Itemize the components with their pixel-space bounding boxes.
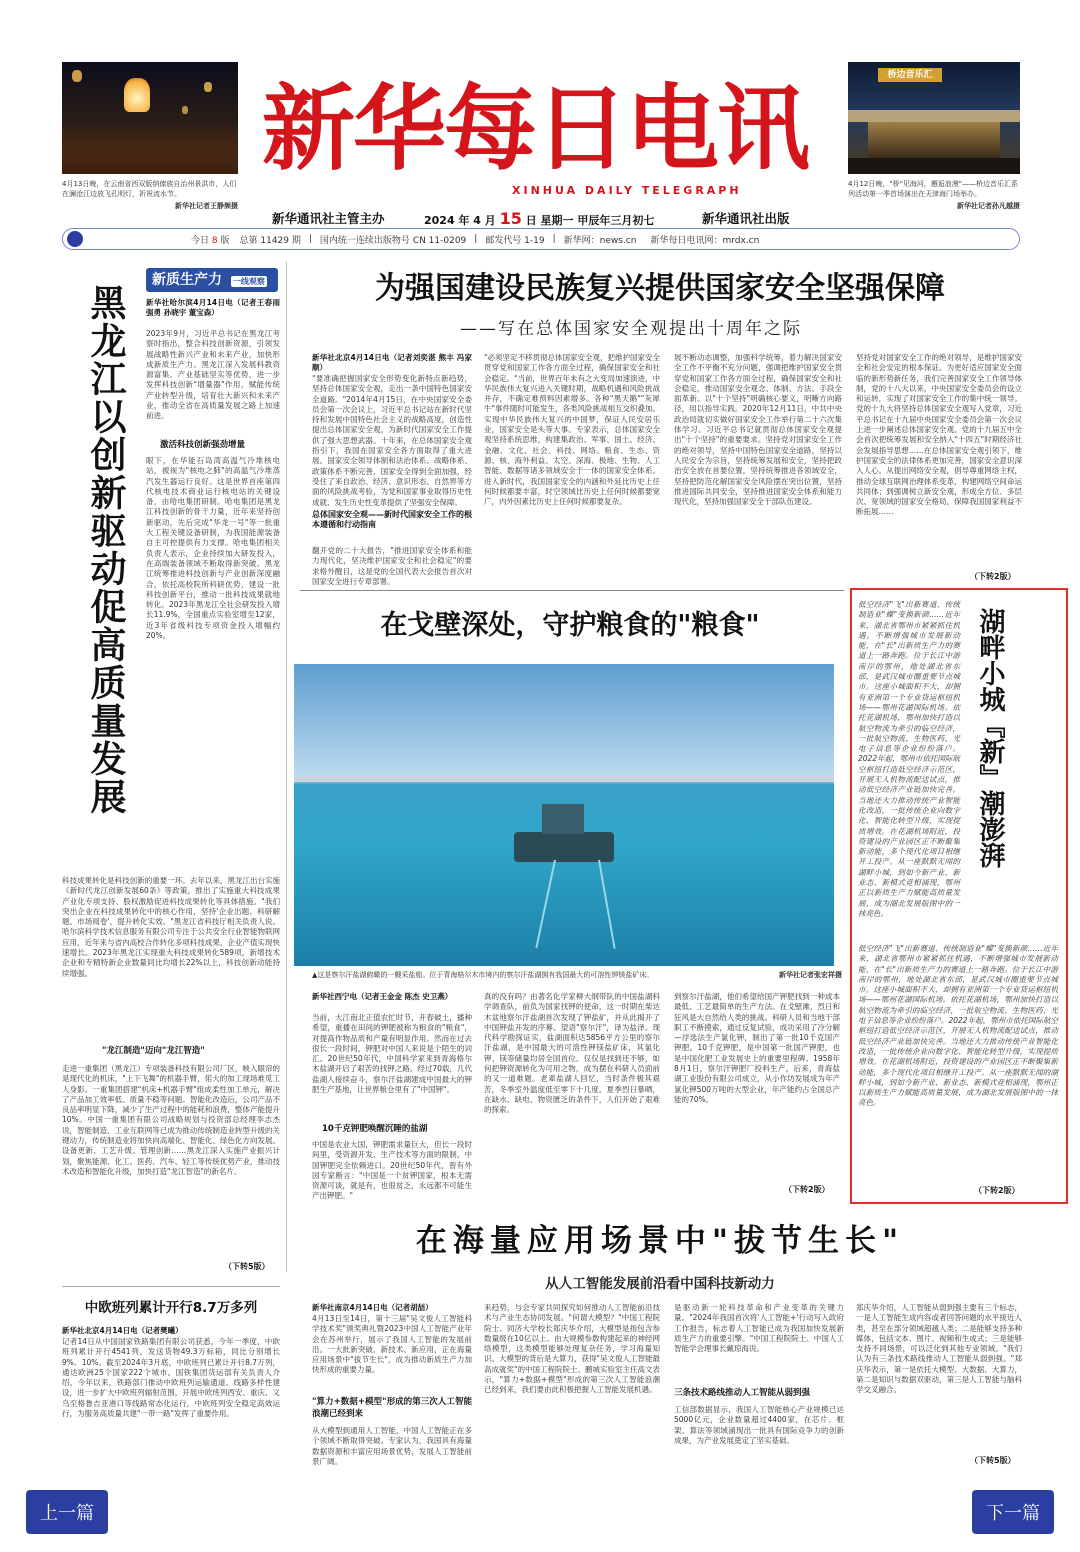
ai-more: （下转5版） [970, 1456, 1016, 1465]
gobi-col-1b: 中国是农业大国，钾肥需求量巨大，但长一段时间里，受资源开发、生产技术等方面的限制，中国钾肥完全依赖进口。20世纪50年代，曾有外国专家断言："中国是一个贫钾国家，根本无需资源可谈，就是有，也很贫乏，永远都不可能生产出钾肥。" [312, 1140, 472, 1201]
brief-headline: 中欧班列累计开行8.7万多列 [84, 1300, 258, 1316]
lead-col-1b: 翻开党的二十大报告，"推进国家安全体系和能力现代化，坚决维护国家安全和社会稳定"的要求格外醒目，这是党的全国代表大会报告首次对国家安全进行专章部署。 [312, 546, 472, 586]
ai-col-3b: 工信部数据显示，我国人工智能核心产业规模已达5000亿元，企业数量超过4400家，在芯片、框架、算法等领域涌现出一批具有国际竞争力的创新成果，为产业发展奠定了坚实基础。 [674, 1405, 844, 1445]
right-masthead-photo [848, 62, 1020, 174]
left-sub-1: 激活科技创新强劲增量 [160, 440, 246, 450]
gobi-dateline: 新华社西宁电（记者王金金 陈杰 史卫燕） [312, 992, 453, 1001]
today-pages-num: 8 [211, 235, 218, 246]
today-pages [191, 233, 230, 246]
left-photo-caption: 4月13日晚，在云南省西双版纳傣族自治州景洪市，人们在澜沧江边放飞孔明灯，祈祝流水节。 [62, 180, 237, 198]
left-photo-credit: 新华社记者王静频摄 [175, 202, 238, 210]
gobi-col-3: 到察尔汗盐湖，他们希望给国产钾肥找到一种成本最低、工艺最简单的生产方法。在戈壁滩，烈日和狂风是大自然给人类的挑战。科研人员和当地干部职工不断摸索，通过反复试验，成功采用了冷分解—浮选法生产氯化钾，制出了第一批10千克国产钾肥。10千克钾肥，是中国第一批国产钾肥，也是中国化肥工业发展史上的重要里程碑。1958年8月1日，察尔汗钾肥厂投料生产。后来，青海盐湖工业股份有限公司成立，从小作坊发展成为年产氯化钾500万吨的大型企业，年产能约占全国总产能的70%。 [674, 992, 840, 1104]
issue-date [424, 209, 654, 228]
lead-subhead: ——写在总体国家安全观提出十周年之际 [460, 319, 802, 339]
gobi-photo-caption: ▲这是察尔汗盐湖俯瞰的一艘采盐船。位于青海格尔木市境内的察尔汗盐湖拥有我国最大的可溶性钾镁盐矿床。 [312, 971, 654, 979]
left-dateline: 新华社哈尔滨4月14日电（记者王春雨 强勇 孙晓宇 董宝森） [146, 298, 280, 318]
gobi-headline: 在戈壁深处，守护粮食的"粮食" [380, 610, 760, 641]
left-para-2: 眼下，在华能石岛湾高温气冷堆核电站，被视为"核电之肺"的高温气冷堆蒸汽发生器运行良好。这是世界首座第四代核电技术商业运行核电站的关键设备，由哈电集团研制。哈电集团是黑龙江科技创新的骨干力量，近年来坚持创新驱动，先后完成"华龙一号"等一批重大工程关键设备研制，为我国能源装备自主可控提供有力支撑。哈电集团相关负责人表示，企业持续加大研发投入，在高端装备领域不断取得新突破。黑龙江统筹推进科技创新与产业创新深度融合，依托高校院所科研优势，建设一批科技创新平台，推动一批科技成果就地转化。2023年黑龙江全社会研发投入增长11.9%，全国重点实验室增至12家，近3年省级科技专项资金投入增幅约20%。 [146, 456, 280, 641]
brief-dateline: 新华社北京4月14日电（记者樊曦） [62, 1326, 183, 1335]
left-para-1: 2023年9月，习近平总书记在黑龙江考察时指出，整合科技创新资源，引领发展战略性新兴产业和未来产业，加快形成新质生产力。黑龙江深入发展科教资源富集、产业基础坚实等优势，进一步发挥科技创新"增量器"作用，赋能传统产业转型升级，培育壮大新兴和未来产业，推动全省在高质量发展之路上加速前进。 [146, 329, 280, 421]
right-photo-sign: 桥边音乐汇 [878, 68, 942, 82]
masthead-english: XINHUA DAILY TELEGRAPH [512, 184, 742, 197]
ai-col-3-sub: 三条技术路线推动人工智能从弱到强 [674, 1388, 811, 1398]
left-vertical-title: 黑龙江以创新驱动促高质量发展 [85, 284, 127, 816]
lead-col-1-sub: 总体国家安全观——新时代国家安全工作的根本遵循和行动指南 [312, 510, 472, 530]
brief-body: 记者14日从中国国家铁路集团有限公司获悉，今年一季度，中欧班列累计开行4541列，发送货物49.3万标箱，同比分别增长9%、10%。截至2024年3月底，中欧班列已累计开行8.7万列，通达欧洲25个国家222个城市。国铁集团货运部有关负责人介绍，今年以来，铁路部门推动中欧班列运输通道、线路多样性建设，进一步扩大中欧班列辐射范围，开展中欧班列西安、重庆、义乌至格鲁吉亚港口等线路常态化运行，中欧班列安全稳定高效运行，为服务高质量共建"一带一路"发挥了重要作用。 [62, 1337, 280, 1419]
gobi-col-2: 真的没有吗？由著名化学家柳大纲带队的中国盐湖科学调查队，前负为国家找钾的使命，这一时期在柴达木盆地察尔汗盐湖首次发现了钾盐矿，并从此揭开了中国钾盐开发的序幕。望语"察尔汗"，译为盐泽。现代科学勘探证实，盐湖面积达5856平方公里的察尔汗盐湖，是中国最大的可溶性钾镁盐矿床，其氯化钾、镁等储量均居全国首位。仅仅是找到还不够，如何把钾资源转化为可用之物，成为摆在科研人员面前的又一道难题。老辈盐湖人回忆，当时条件极其艰苦，冬季室外温度低至零下十几度，夏季烈日暴晒，在缺水、缺电、物资匮乏的条件下，人们开始了艰难的探索。 [484, 992, 660, 1115]
ai-col-1b: 从大模型到通用人工智能，中国人工智能正在多个领域不断取得突破。专家认为，我国具有海量数据资源和丰富应用场景优势，发展人工智能前景广阔。 [312, 1426, 472, 1466]
left-para-3: 科技成果转化是科技创新的重要一环。去年以来，黑龙江出台实施《新时代龙江创新发展60条》等政策，推出了实施重大科技成果产业化专项支持、股权激励促进科技成果转化等具体措施。"我们突出企业在科技成果转化中的核心作用，坚持'企业出题、科研解题、市场阅卷'，提升转化实效。"黑龙江省科技厅相关负责人说。哈尔滨科学技术信息服务有限公司专注于公共安全行业智能物联网应用，近年来与省内高校合作转化多项科技成果，企业产值实现快速增长。2023年黑龙江实现重大科技成果转化589项，新增技术企业和专精特新企业数量同比均增长22%以上，科技创新动能持续增强。 [62, 876, 280, 978]
gobi-photo [294, 664, 834, 966]
date-day: 15 [499, 209, 522, 228]
gobi-photo-credit: 新华社记者张宏祥摄 [779, 971, 842, 979]
cn-number: 国内统一连续出版物号 CN 11-0209 [319, 235, 467, 246]
publisher-right: 新华通讯社出版 [702, 211, 790, 226]
lead-headline: 为强国建设民族复兴提供国家安全坚强保障 [375, 271, 945, 306]
badge-tag: 一线观察 [232, 277, 265, 286]
right-photo-caption: 4月12日晚，"桥"见海河，邂逅浪漫"——桥边音乐汇系列活动第一季首场演出在天津海门场举办。 [848, 180, 1019, 198]
hupan-more: （下转2版） [974, 1186, 1020, 1195]
publisher-left: 新华通讯社主管主办 [272, 211, 385, 226]
issue-number: 总第 11429 期 [239, 235, 301, 246]
gobi-col-1-sub: 10千克钾肥唤醒沉睡的盐湖 [322, 1124, 428, 1134]
left-more: （下转5版） [224, 1262, 270, 1271]
gobi-more: （下转2版） [784, 1185, 830, 1194]
lead-col-1: "要准确把握国家安全形势变化新特点新趋势，坚持总体国家安全观，走出一条中国特色国家安全道路。"2014年4月15日，在中央国家安全委员会第一次会议上，习近平总书记站在新时代坚持和发展中国特色社会主义的战略高度，创造性提出总体国家安全观，为新时代国家安全工作提供了强大思想武器。十年来，在总体国家安全观指引下，我国在国家安全各方面取得了重大进展。国家安全领导体制和法治体系、战略体系、政策体系不断完善，国家安全得到全面加强，经受住了来自政治、经济、意识形态、自然界等方面的风险挑战考验，为党和国家事业取得历史性成就、发生历史性变革提供了坚强安全保障。 [312, 374, 472, 507]
today-pages-unit: 版 [220, 235, 230, 246]
today-pages-label: 今日 [191, 235, 210, 246]
next-article-button[interactable]: 下一篇 [972, 1490, 1054, 1534]
ai-col-2: 来趋势，与会专家共同探究如何推动人工智能前沿技术与产业生态协同发展。"何谓大模型？"中国工程院院士、同济大学校长郑庆华介绍，大模型是指包含参数量级在10亿以上、由大规模参数构建起来的神经网络模型，这类模型能够处理复杂任务，学习海量知识。大模型的背后是大算力，获得"吴文俊人工智能最高成就奖"的中国工程院院士、鹏城实验室主任高文表示，"算力+数据+模型"形成的第三次人工智能浪潮已经到来，我们要由此积极把握人工智能发展机遇。 [484, 1303, 660, 1395]
left-masthead-photo [62, 62, 238, 174]
xinhua-logo-icon [67, 231, 83, 247]
ai-dateline: 新华社南京4月14日电（记者胡喆） [312, 1303, 433, 1312]
app-site: 新华每日电讯网：mrdx.cn [650, 235, 760, 246]
ai-col-3: 是驱动新一轮科技革命和产业变革的关键力量。"2024年我国首次将'人工智能+'行动写入政府工作报告，标志着人工智能已成为我国加快发展新质生产力的重要引擎。"中国工程院院士、中国人工智能学会理事长戴琼海说。 [674, 1303, 844, 1354]
masthead-title: 新华每日电讯 [262, 74, 808, 183]
lead-col-3: 展不断动态调整，加强科学统筹，着力解决国家安全工作不平衡不充分问题，强调把维护国家安全贯穿党和国家工作各方面全过程，确保国家安全和社会稳定，推动国家安全观念、体制、方法、手段全面革新。以"十个坚持"明确核心要义，明晰方向路径，用以指导实践。2020年12月11日，中共中央政治局就切实做好国家安全工作举行第二十六次集体学习。习近平总书记就贯彻总体国家安全观提出"十个坚持"的重要要求。坚持党对国家安全工作的绝对领导，坚持中国特色国家安全道路，坚持以人民安全为宗旨，坚持统筹发展和安全，坚持把政治安全放在首要位置，坚持统筹推进各领域安全，坚持把防范化解国家安全风险摆在突出位置，坚持推进国际共同安全，坚持推进国家安全体系和能力现代化，坚持加强国家安全干部队伍建设。 [674, 353, 842, 507]
left-sub-2: "龙江制造"迈向"龙江智造" [102, 1046, 205, 1056]
postal-code: 邮发代号 1-19 [485, 235, 545, 246]
lead-more: （下转2版） [970, 572, 1016, 581]
gobi-col-1: 当前，大江南北正值农忙时节，开春破土，播种希望，重播在田间的钾肥被称为粮食的"粮食"，对提高作物品质和产量有明显作用。然而在过去很长一段时间，钾肥对中国人来说是个陌生的词汇。20世纪50年代，中国科学家来到青海格尔木盐湖开启了艰苦的找钾之路。经过70载，几代盐湖人接续奋斗，察尔汗盐湖建成中国最大的钾肥生产基地，让世界粮仓里有了"中国钾"。 [312, 1013, 472, 1095]
ai-col-1-sub: "算力+数据+模型"形成的第三次人工智能浪潮已经到来 [312, 1397, 472, 1419]
info-bar: 今日 8 版 总第 11429 期 | 国内统一连续出版物号 CN 11-0209 | 邮发代号 1-19 | 新华网：news.cn 新华每日电讯网：mrdx.cn [62, 228, 1020, 250]
ai-col-1: 4月13日至14日，第十三届"吴文俊人工智能科学技术奖"颁奖典礼暨2023中国人工智能产业年会在苏州举行，展示了我国人工智能的发展前沿。一大批新突破、新技术、新应用，正在海量应用场景中"拔节生长"，成为推动新质生产力加快形成的重要力量。 [312, 1314, 472, 1375]
prev-article-button[interactable]: 上一篇 [26, 1490, 108, 1534]
badge [146, 268, 278, 292]
date-suffix: 日 星期一 甲辰年三月初七 [525, 214, 655, 227]
hupan-vertical-title: 湖畔小城『新』潮澎湃 [975, 608, 1005, 868]
date-prefix: 2024 年 4 月 [424, 214, 496, 227]
lead-col-4: 坚持党对国家安全工作的绝对领导，是维护国家安全和社会安定的根本保证。为更好适应国家安全面临的新形势新任务，我们完善国家安全工作领导体制，党的十八大以来，中央国家安全委员会的设立和运转，实现了对国家安全工作的集中统一领导。党的十九大将坚持总体国家安全观写入党章，习近平总书记在十九届中央国家安全委员会第一次会议上进一步阐述总体国家安全观。党的十九届五中全会首次把统筹发展和安全纳入"十四五"时期经济社会发展指导思想……在总体国家安全观引领下，维护国家安全的法律体系更加完善，国家安全意识深入人心。从提出网络安全观，倡导尊重网络主权，推动全球互联网治理体系变革，构建网络空间命运共同体；到强调树立新安全观，形成全方位、多层次、宽领域的国家安全格局，保障我国国家利益不断拓展…… [856, 353, 1022, 517]
ai-col-4: 郑庆华介绍，人工智能从弱到强主要有三个标志，一是人工智能生成内容或者回答问题的水平接近人类，甚至在部分领域超越人类；二是能够支持多种媒体，包括文本、图片、视频和生成式；三是能够支持不同场景，可以泛化到其他专业领域。"我们认为有三条技术路线推动人工智能从弱到强。"郑庆华表示，第一是依托大模型、大数据、大算力，第二是知识与数据双驱动，第三是人工智能与脑科学交叉融合。 [856, 1303, 1022, 1395]
hupan-body-top: 低空经济"飞"出新赛道、传统制造业"蝶"变换新颜……近年来，湖北省鄂州市紧紧抓住机遇，不断增强城市发展新动能，在"长"出新质生产力的赛道上一路奔跑。位于长江中游南岸的鄂州，地处湖北省东部，是武汉城市圈重要节点城市。这座小城面积不大，却拥有亚洲第一个专业货运枢纽机场——鄂州花湖国际机场。依托花湖机场，鄂州加快打造以航空物流为牵引的临空经济，一批航空物流、生物医药、光电子信息等企业纷纷落户。2022年起，鄂州市依托国际航空枢纽打造低空经济示范区，开展无人机物流配送试点，推动低空经济产业链加快完善。当地还大力推动传统产业智能化改造，一批传统企业向数字化、智能化转型升级，实现提质增效。在花湖机场附近，投资建设的产业园区正不断聚集新动能，多个现代化项目相继开工投产。从一座默默无闻的湖畔小城，到如今新产业、新业态、新模式竞相涌现，鄂州正以新质生产力赋能高质量发展，成为湖北发展版图中的一抹亮色。 [858, 600, 960, 918]
ai-headline: 在海量应用场景中"拔节生长" [300, 1220, 1020, 1262]
hupan-body-bottom: 低空经济"飞"出新赛道、传统制造业"蝶"变换新颜……近年来，湖北省鄂州市紧紧抓住机遇，不断增强城市发展新动能，在"长"出新质生产力的赛道上一路奔跑。位于长江中游南岸的鄂州，地处湖北省东部，是武汉城市圈重要节点城市。这座小城面积不大，却拥有亚洲第一个专业货运枢纽机场——鄂州花湖国际机场。依托花湖机场，鄂州加快打造以航空物流为牵引的临空经济，一批航空物流、生物医药、光电子信息等企业纷纷落户。2022年起，鄂州市依托国际航空枢纽打造低空经济示范区，开展无人机物流配送试点，推动低空经济产业链加快完善。当地还大力推动传统产业智能化改造，一批传统企业向数字化、智能化转型升级，实现提质增效。在花湖机场附近，投资建设的产业园区正不断聚集新动能，多个现代化项目相继开工投产。从一座默默无闻的湖畔小城，到如今新产业、新业态、新模式竞相涌现，鄂州正以新质生产力赋能高质量发展，成为湖北发展版图中的一抹亮色。 [858, 944, 1058, 1108]
badge-label: 新质生产力 [152, 272, 222, 288]
lead-col-2: "必须坚定不移贯彻总体国家安全观，把维护国家安全贯穿党和国家工作各方面全过程，确保国家安全和社会稳定。"当前，世界百年未有之大变局加速演进，中华民族伟大复兴进入关键时期，战略机遇和风险挑战并存，不确定难预料因素增多。各种"黑天鹅""灰犀牛"事件随时可能发生，各类风险挑战相互交织叠加。实现中华民族伟大复兴的中国梦，保证人民安居乐业，国家安全是头等大事。专家表示，总体国家安全观坚持系统思维，构建集政治、军事、国土、经济、金融、文化、社会、科技、网络、粮食、生态、资源、核、海外利益、太空、深海、极地、生物、人工智能、数据等诸多领域安全于一体的国家安全体系。进入新时代，我国国家安全的内涵和外延比历史上任何时候都要丰富，时空领域比历史上任何时候都要宽广，内外因素比历史上任何时候都要复杂。 [484, 353, 660, 507]
right-photo-credit: 新华社记者孙凡越摄 [957, 202, 1020, 210]
lead-dateline: 新华社北京4月14日电（记者刘奕湛 熊丰 冯家顺） [312, 353, 472, 373]
website: 新华网：news.cn [563, 235, 637, 246]
ai-subhead: 从人工智能发展前沿看中国科技新动力 [545, 1276, 775, 1292]
left-para-4: 走进一重集团（黑龙江）专项装备科技有限公司厂区，映入眼帘的是现代化的机床，"上下飞舞"的机器手臂，偌大的加工现场难觅工人身影。一重集团搭建"机床+机器手臂"组成柔性加工单元，解决了产品加工效率低、质量不稳等问题。智能化改造后，公司产品不良品率明显下降，减少了生产过程中的能耗和浪费，整体产能提升10%。中国一重集团有限公司战略规划与投资部总经理李志杰说，智能制造、工业互联网等已成为推动传统制造业转型升级的关键动力，传统制造业将加快向高端化、智能化、绿色化方向发展。设备更新、工艺升级、管理创新……黑龙江深入实施产业振兴计划，聚焦能源、化工、医药、汽车、轻工等传统优势产业，推动技术改造和智能化升级，加快打造"龙江智造"的新名片。 [62, 1064, 280, 1176]
